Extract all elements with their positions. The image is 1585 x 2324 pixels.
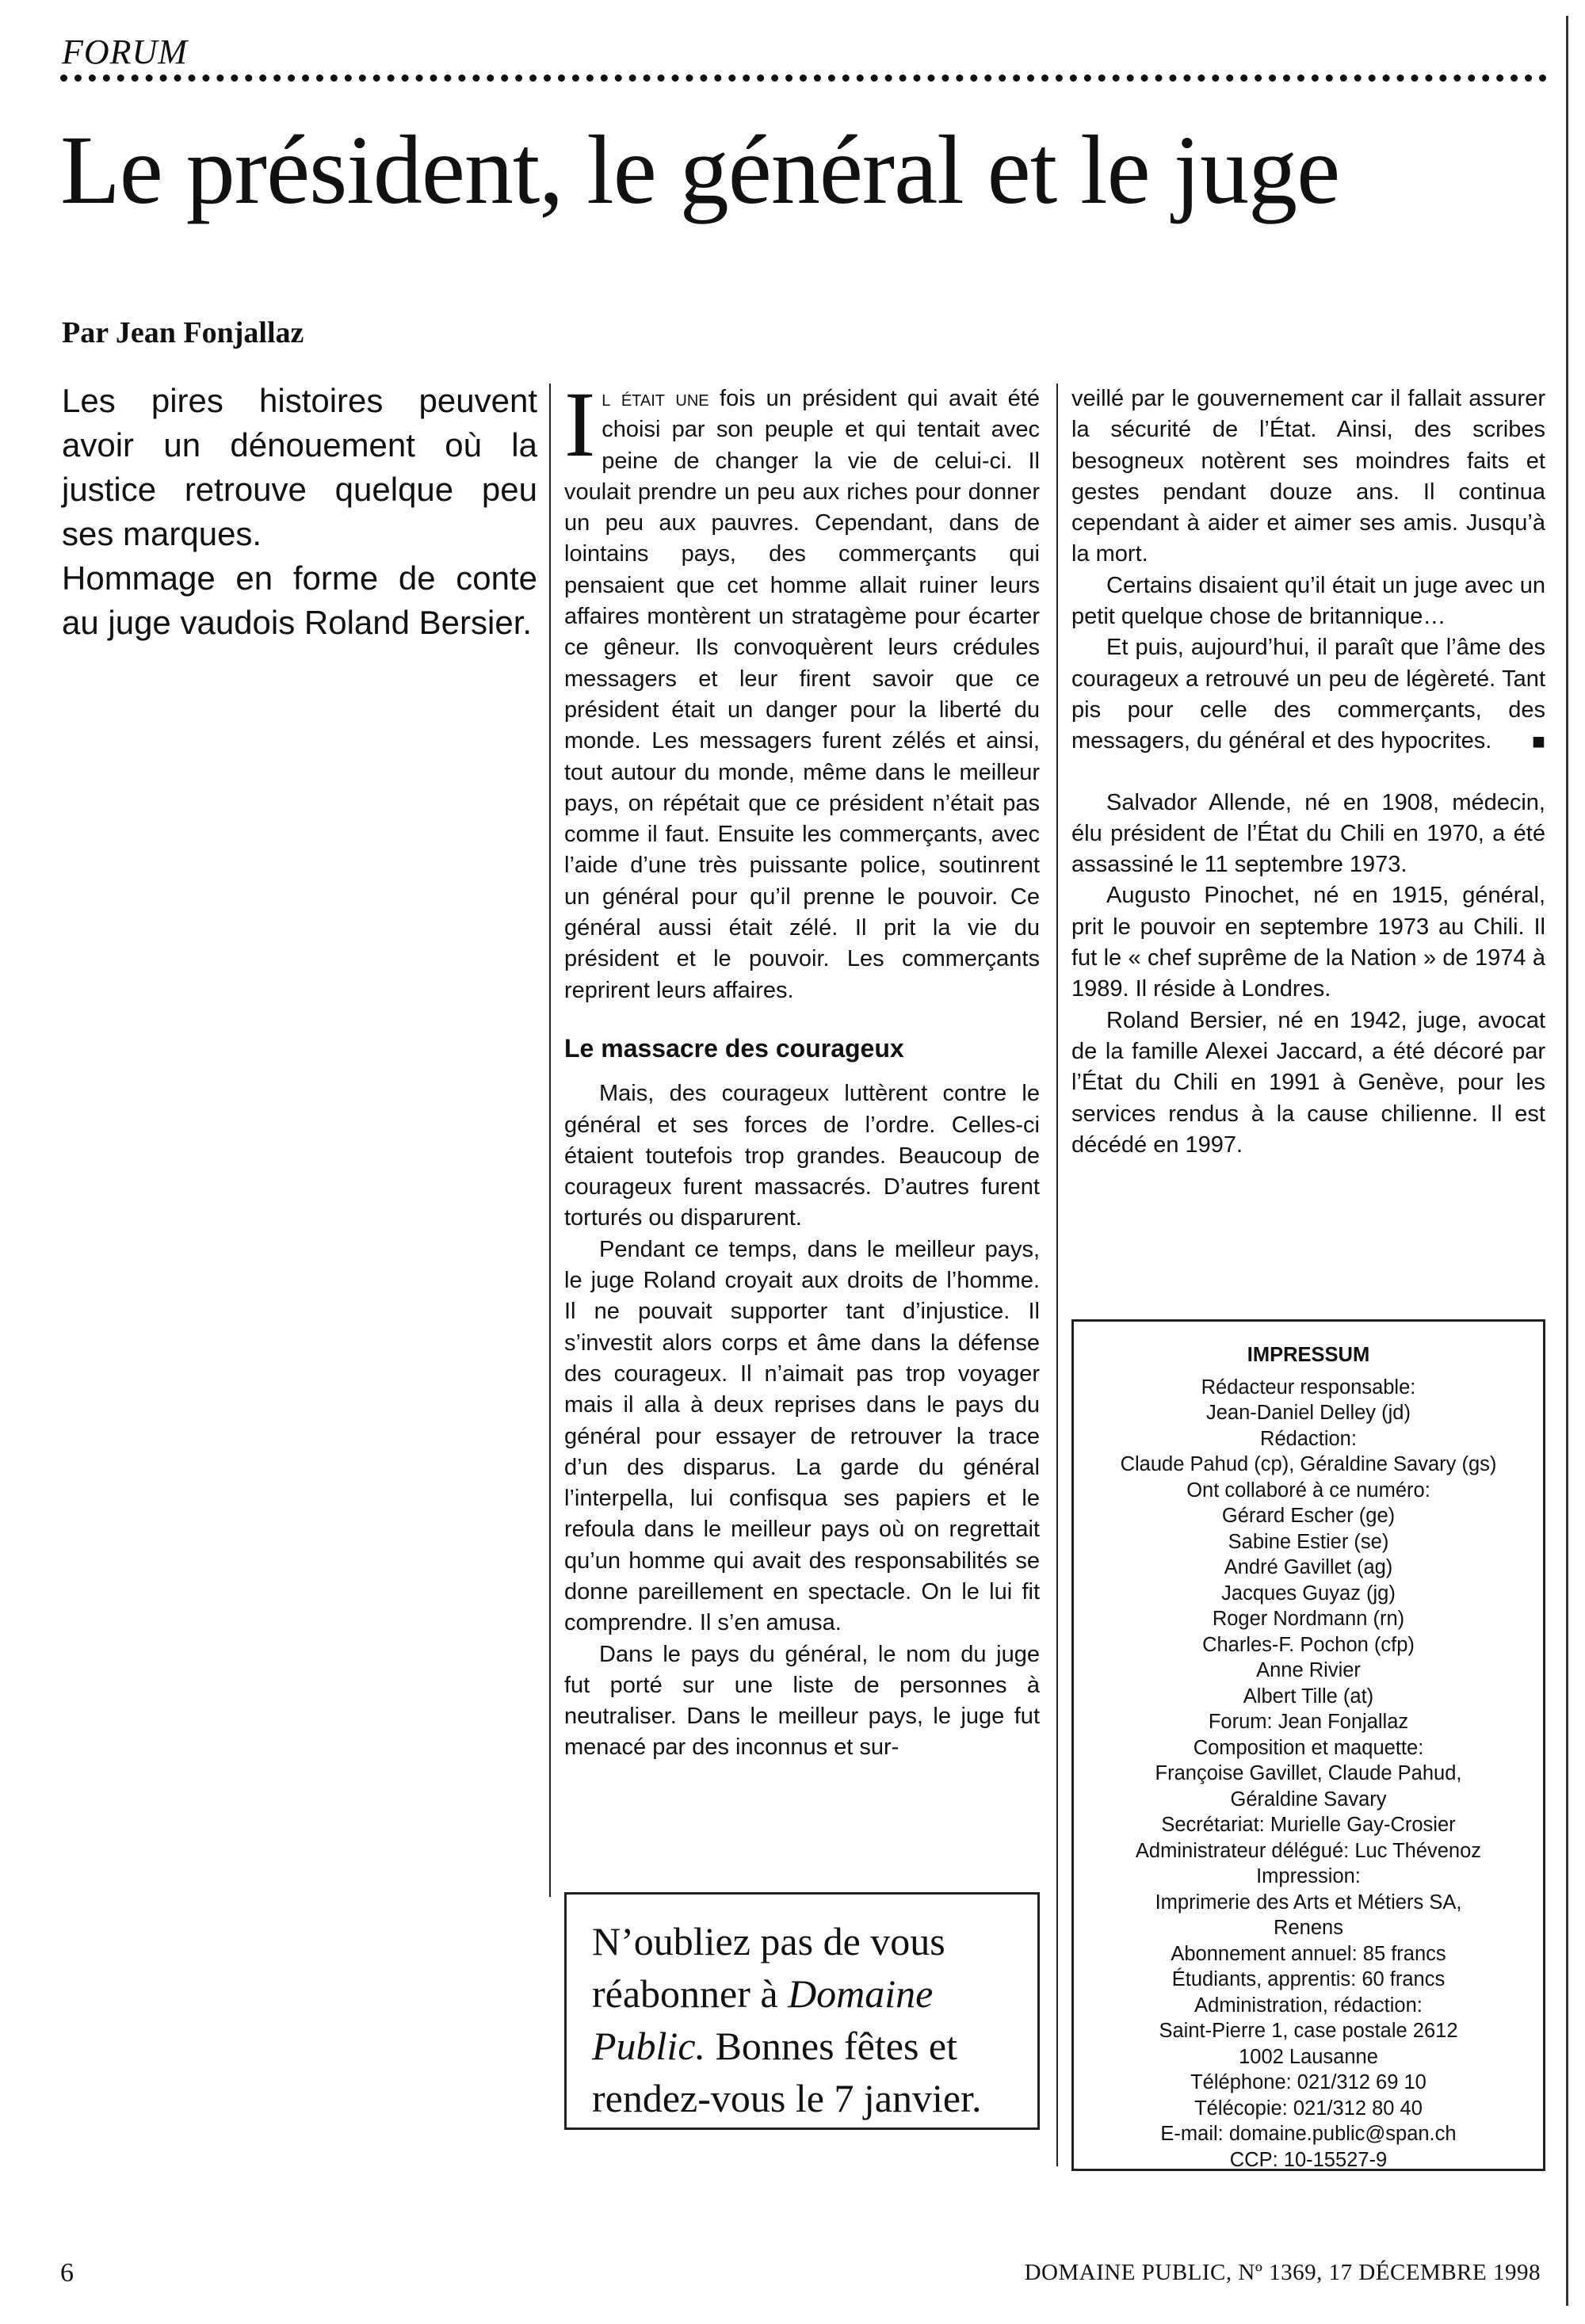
impressum-title: IMPRESSUM	[1247, 1344, 1370, 1366]
impressum-line: Albert Tille (at)	[1243, 1685, 1374, 1708]
biographies	[1071, 788, 1545, 1162]
impressum-line: Sabine Estier (se)	[1228, 1530, 1389, 1553]
bio-pinochet: Augusto Pinochet, né en 1915, général, prit le pouvoir en septembre 1973 au Chili. Il fut le « chef suprême de la Nation » de 1974 à 1989. Il réside à Londres.	[1071, 883, 1545, 1002]
byline: Par Jean Fonjallaz	[62, 316, 304, 349]
bio-bersier: Roland Bersier, né en 1942, juge, avocat de la famille Alexei Jaccard, a été décoré par l’État du Chili en 1991 à Genève, pour les services rendus à la cause chilienne. Il est décédé en 1997.	[1071, 1007, 1545, 1158]
subheading: Le massacre des courageux	[564, 1033, 904, 1063]
article-column-2	[1071, 384, 1545, 1161]
impressum-line: Renens	[1274, 1917, 1343, 1939]
headline: Le président, le général et le juge	[60, 116, 1340, 224]
impressum-line: Impression:	[1256, 1865, 1361, 1887]
header-dotted-rule	[60, 74, 1547, 82]
impressum-line: Claude Pahud (cp), Géraldine Savary (gs)	[1120, 1453, 1497, 1475]
impressum-line: André Gavillet (ag)	[1224, 1556, 1393, 1578]
drop-cap: I	[564, 372, 596, 476]
impressum-line: Étudiants, apprentis: 60 francs	[1171, 1968, 1446, 1990]
ad-text: N’oubliez pas de vous réabonner à	[592, 1919, 945, 2016]
page-edge-line	[1566, 16, 1568, 2306]
opening-text: fois un président qui avait été choisi par son peuple et qui tentait avec peine de changer la vie de celui-ci. Il voulait prendre un peu aux riches pour donner un peu aux pauvres. Cependant, dans de lointains pays, des commerçants qui pensaient que cet homme allait ruiner leurs affaires montèrent un stratagème pour écarter ce gêneur. Ils convoquèrent leurs crédules messagers et leur firent savoir que ce président était un danger pour la liberté du monde. Les messagers furent zélés et ainsi, tout autour du monde, même dans le meilleur pays, on répétait que ce président n’était pas comme il faut. Ensuite les commerçants, avec l’aide d’une très puissante police, soutinrent un général pour qu’il prenne le pouvoir. Ce général aussi était zélé. Il prit la vie du président et le pouvoir. Les commerçants reprirent leurs affaires.	[564, 386, 1040, 1003]
subscription-reminder-box	[564, 1892, 1040, 2130]
article-paragraph: Pendant ce temps, dans le meilleur pays, le juge Roland croyait aux droits de l’homme. Il ne pouvait supporter tant d’injustice. Il s’investit alors corps et âme dans la défense des courageux. Il n’aimait pas trop voyager mais il alla à deux reprises dans le pays du général pour essayer de retrouver la trace d’un des disparus. La garde du général l’interpella, lui confisqua ses papiers et le refoula dans le meilleur pays où on regrettait qu’un homme qui avait des responsabilités se donne pareillement en spectacle. On le lui fit comprendre. Il s’en amusa.	[564, 1236, 1040, 1636]
impressum-line: Rédacteur responsable:	[1201, 1376, 1416, 1399]
impressum-line: Télécopie: 021/312 80 40	[1194, 2097, 1423, 2120]
end-mark-icon: ■	[1532, 729, 1545, 754]
impressum-line: Jacques Guyaz (jg)	[1221, 1582, 1396, 1605]
impressum-line: Composition et maquette:	[1193, 1736, 1424, 1759]
impressum-line: Administration, rédaction:	[1194, 1994, 1423, 2017]
footer-issue-info: DOMAINE PUBLIC, Nº 1369, 17 DÉCEMBRE 1998	[1024, 2260, 1541, 2285]
article-closing-text: Et puis, aujourd’hui, il paraît que l’âme des courageux a retrouvé un peu de légèreté. Tant pis pour celle des commerçants, des messagers, du général et des hypocrites.	[1071, 635, 1545, 754]
impressum-line: Secrétariat: Murielle Gay-Crosier	[1161, 1814, 1456, 1836]
article-paragraph: Dans le pays du général, le nom du juge fut porté sur une liste de personnes à neutraliser. Dans le meilleur pays, le juge fut menacé par des inconnus et sur-	[564, 1641, 1040, 1761]
lede-paragraph: Hommage en forme de conte au juge vaudois Roland Bersier.	[62, 559, 537, 641]
section-label: FORUM	[62, 32, 188, 71]
impressum-line: Géraldine Savary	[1230, 1788, 1387, 1811]
impressum-line: Charles-F. Pochon (cfp)	[1202, 1633, 1415, 1656]
page-number: 6	[60, 2258, 74, 2288]
lede	[62, 379, 537, 645]
impressum-line: Françoise Gavillet, Claude Pahud,	[1155, 1762, 1462, 1784]
impressum-line: Roger Nordmann (rn)	[1212, 1608, 1405, 1630]
column-rule	[549, 384, 551, 1897]
impressum-line: E-mail: domaine.public@span.ch	[1160, 2123, 1457, 2145]
impressum-line: Saint-Pierre 1, case postale 2612	[1159, 2020, 1458, 2042]
opening-smallcaps: l était une	[602, 386, 709, 411]
impressum-line: 1002 Lausanne	[1239, 2045, 1378, 2068]
impressum-line: Jean-Daniel Delley (jd)	[1206, 1402, 1411, 1424]
bio-allende: Salvador Allende, né en 1908, médecin, élu président de l’État du Chili en 1970, a été assassiné le 11 septembre 1973.	[1071, 789, 1545, 878]
impressum-line: Administrateur délégué: Luc Thévenoz	[1135, 1839, 1482, 1862]
article-paragraph	[1071, 632, 1545, 757]
impressum-line: Abonnement annuel: 85 francs	[1171, 1942, 1446, 1965]
impressum-line: Gérard Escher (ge)	[1221, 1505, 1396, 1527]
article-paragraph: Mais, des courageux luttèrent contre le général et ses forces de l’ordre. Celles-ci étaient toutefois trop grandes. Beaucoup de courageux furent massacrés. D’autres furent torturés ou disparurent.	[564, 1081, 1040, 1231]
impressum-box	[1071, 1319, 1545, 2171]
column-rule	[1056, 384, 1058, 2166]
impressum-line: Ont collaboré à ce numéro:	[1186, 1479, 1430, 1502]
publication-name: Domaine Public.	[592, 1971, 934, 2068]
impressum-line: Forum: Jean Fonjallaz	[1208, 1711, 1409, 1733]
impressum-line: Téléphone: 021/312 69 10	[1190, 2071, 1426, 2093]
article-paragraph-continued: veillé par le gouvernement car il fallait assurer la sécurité de l’État. Ainsi, des scribes besogneux notèrent ses moindres faits et gestes pendant douze ans. Il continua cependant à aider et aimer ses amis. Jusqu’à la mort.	[1071, 386, 1545, 567]
ad-text: Bonnes fêtes et rendez-vous le 7 janvier.	[592, 2024, 982, 2120]
impressum-line: Imprimerie des Arts et Métiers SA,	[1155, 1891, 1462, 1914]
article-opening-paragraph	[564, 372, 1040, 1006]
article-paragraph: Certains disaient qu’il était un juge avec un petit quelque chose de britannique…	[1071, 572, 1545, 630]
impressum-line: Rédaction:	[1260, 1427, 1357, 1450]
impressum-line: Anne Rivier	[1256, 1659, 1361, 1681]
article-column-1	[564, 372, 1040, 1764]
lede-paragraph: Les pires histoires peuvent avoir un dénouement où la justice retrouve quelque peu ses marques.	[62, 382, 537, 552]
impressum-line: CCP: 10-15527-9	[1229, 2148, 1388, 2171]
